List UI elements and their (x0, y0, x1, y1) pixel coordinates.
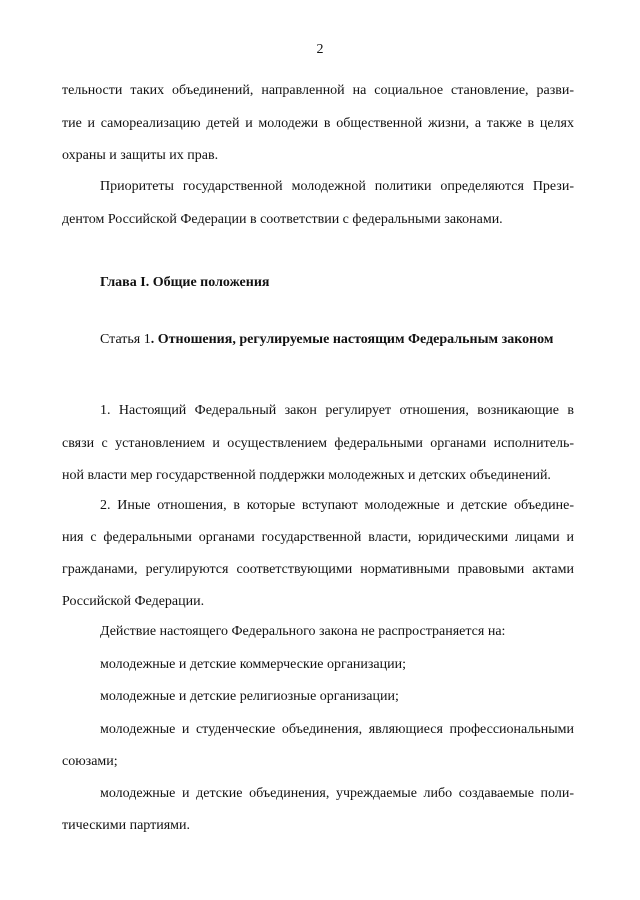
priorities-line-2: дентом Российской Федерации в соответствии с федеральными законами. (62, 212, 503, 227)
paragraph-2-line-4: Российской Федерации. (62, 594, 205, 609)
intro-line-1: тельности таких объединений, направленной на социальное становление, разви- (62, 83, 574, 98)
priorities-line-1: Приоритеты государственной молодежной политики определяются Прези- (100, 179, 574, 194)
exclusion-item-4-line-1: молодежные и детские объединения, учреждаемые либо создаваемые поли- (100, 786, 574, 801)
exclusion-item-2: молодежные и детские религиозные организации; (100, 689, 399, 704)
chapter-heading-text: Глава I. Общие положения (100, 275, 270, 290)
exclusion-item-1: молодежные и детские коммерческие организации; (100, 657, 407, 672)
paragraph-2-line-2: ния с федеральными органами государственной власти, юридическими лицами и (62, 530, 574, 545)
page-number: 2 (316, 42, 324, 57)
exclusions-lead: Действие настоящего Федерального закона не распространяется на: (100, 624, 506, 639)
article-title: . Отношения, регулируемые настоящим Федеральным законом (150, 332, 554, 347)
exclusion-item-3-line-1: молодежные и студенческие объединения, являющиеся профессиональными (100, 722, 574, 737)
paragraph-2-line-3: гражданами, регулируются соответствующими нормативными правовыми актами (62, 562, 574, 577)
intro-line-2: тие и самореализацию детей и молодежи в общественной жизни, а также в целях (62, 116, 574, 131)
paragraph-1-line-3: ной власти мер государственной поддержки молодежных и детских объединений. (62, 468, 551, 483)
exclusion-item-4-line-2: тическими партиями. (62, 818, 190, 833)
paragraph-1-line-1: 1. Настоящий Федеральный закон регулирует отношения, возникающие в (100, 403, 574, 418)
intro-line-3: охраны и защиты их прав. (62, 148, 219, 163)
paragraph-2-line-1: 2. Иные отношения, в которые вступают молодежные и детские объедине- (100, 498, 574, 513)
paragraph-1-line-2: связи с установлением и осуществлением федеральными органами исполнитель- (62, 436, 574, 451)
exclusion-item-3-line-2: союзами; (62, 754, 118, 769)
article-prefix: Статья 1 (100, 332, 151, 347)
